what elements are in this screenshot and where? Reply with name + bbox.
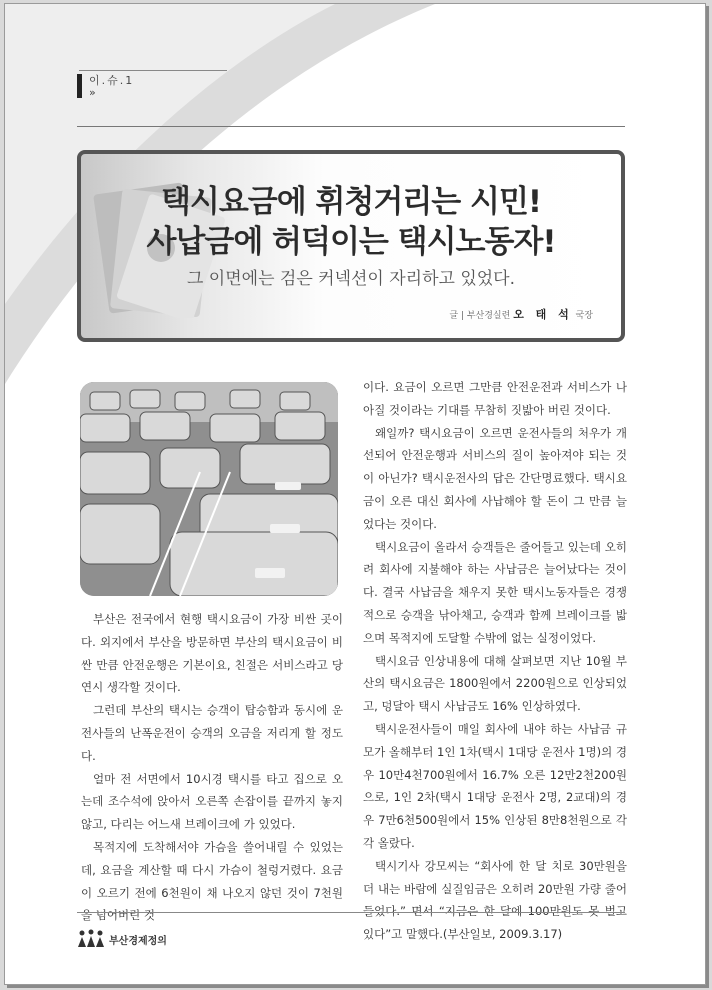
- paragraph: 그런데 부산의 택시는 승객이 탑승함과 동시에 운전사들의 난폭운전이 승객의 오금을 저리게 할 정도다.: [81, 703, 343, 763]
- top-divider: [77, 126, 625, 127]
- headline-line-2: 사납금에 허덕이는 택시노동자!: [146, 224, 556, 260]
- taxi-queue-photo: [80, 382, 338, 596]
- paragraph: 이다. 요금이 오르면 그만큼 안전운전과 서비스가 나아질 것이라는 기대를 무참히 짓밟아 버린 것이다.: [363, 380, 627, 417]
- left-article-column: [81, 608, 343, 927]
- paragraph: 부산은 전국에서 현행 택시요금이 가장 비싼 곳이다. 외지에서 부산을 방문하면 부산의 택시요금이 비싼 만큼 안전운행은 기본이요, 친절은 서비스라고 당연시 생각할 것이다.: [81, 612, 343, 695]
- paragraph: 택시운전사들이 매일 회사에 내야 하는 사납금 규모가 올해부터 1인 1차(택시 1대당 운전사 1명)의 경우 10만4천700원에서 16.7% 오른 12만2천200원으로, 1인 2차(택시 1대당 운전사 2명, 2교대)의 경우 7만6천500원에서 15% 인상된 8만8천원으로 각각 올랐다.: [363, 721, 627, 850]
- chevron-right-icon: »: [89, 86, 96, 99]
- publisher-logo: [77, 928, 167, 950]
- paragraph: 택시요금이 올라서 승객들은 줄어들고 있는데 오히려 회사에 지불해야 하는 사납금은 늘어났다는 것이다. 결국 사납금을 채우지 못한 택시노동자들은 경쟁적으로 승객을 낚아채고, 승객과 함께 브레이크를 밟으며 목적지에 도달할 수밖에 없는 실정이었다.: [363, 539, 627, 645]
- author-name: 오 태 석: [513, 308, 573, 321]
- paragraph: 왜일까? 택시요금이 오르면 운전사들의 처우가 개선되어 안전운행과 서비스의 질이 높아져야 되는 것이 아닌가? 택시운전사의 답은 간단명료했다. 택시요금이 오른 대신 회사에 사납해야 할 돈이 그 만큼 늘었다는 것이다.: [363, 425, 627, 531]
- paragraph: 얼마 전 서면에서 10시경 택시를 타고 집으로 오는데 조수석에 앉아서 오른쪽 손잡이를 끝까지 놓지 않고, 다리는 어느새 브레이크에 가 있었다.: [81, 771, 343, 832]
- byline-prefix: 글 | 부산경실련: [449, 311, 511, 321]
- header-rule: [79, 70, 227, 71]
- paragraph: 택시기사 강모씨는 “회사에 한 달 치로 30만원을 더 내는 바람에 실질임금은 오히려 20만원 가량 줄어들었다.” 면서 “지금은 한 달에 100만원도 못 벌고 있다”고 말했다.(부산일보, 2009.3.17): [363, 858, 627, 942]
- section-tag: 이.슈.1: [89, 74, 135, 87]
- headline-line-1: 택시요금에 휘청거리는 시민!: [160, 184, 542, 220]
- subheadline: 그 이면에는 검은 커넥션이 자리하고 있었다.: [186, 269, 516, 289]
- people-logo-icon: [77, 929, 105, 949]
- author-role: 국장: [575, 311, 593, 321]
- title-banner: [77, 150, 625, 342]
- magazine-page: [4, 3, 706, 985]
- right-article-column: [363, 376, 627, 946]
- publisher-name: 부산경제정의: [109, 935, 167, 947]
- paragraph: 목적지에 도착해서야 가슴을 쓸어내릴 수 있었는데, 요금을 계산할 때 다시 가슴이 철렁거렸다. 요금이 오르기 전에 6천원이 채 나오지 않던 것이 7천원을 넘어버린 것: [81, 839, 343, 923]
- section-marker: [77, 74, 82, 98]
- paragraph: 택시요금 인상내용에 대해 살펴보면 지난 10월 부산의 택시요금은 1800원에서 2200원으로 인상되었고, 덩달아 택시 사납금도 16% 인상하였다.: [363, 653, 627, 714]
- footer-divider: [77, 912, 625, 913]
- byline: [449, 306, 593, 322]
